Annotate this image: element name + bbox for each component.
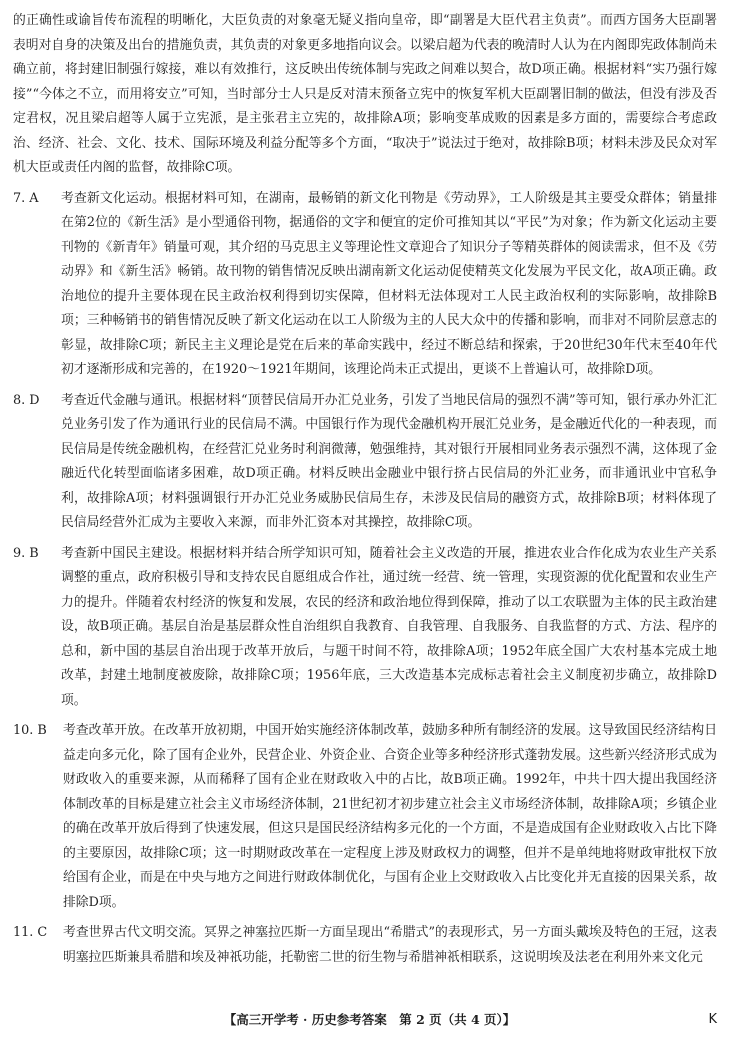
answer-number: 11. C bbox=[13, 925, 48, 940]
footer-code: K bbox=[708, 1012, 717, 1027]
answer-item-8 bbox=[13, 389, 717, 536]
answer-item-7 bbox=[13, 187, 717, 383]
answer-item-10 bbox=[13, 719, 717, 915]
intro-paragraph: 的正确性或谕旨传布流程的明晰化，大臣负责的对象毫无疑义指向皇帝，即“副署是大臣代君主负责”。而西方国务大臣副署表明对自身的决策及出台的措施负责，其负责的对象更多地指向议会。以梁启超为代表的晚清时人认为在内阁即宪政体制尚未确立前，将封建旧制强行嫁接，难以有效推行，这反映出传统体制与宪政之间难以契合，故D项正确。根据材料“实乃强行嫁接”“今体之不立，而用将安立”可知，当时部分士人只是反对清末预备立宪中的恢复军机大臣副署旧制的做法，但没有涉及否定君权，况且梁启超等人属于立宪派，是主张君主立宪的，故排除A项；影响变革成败的因素是多方面的，需要综合考虑政治、经济、社会、文化、技术、国际环境及利益分配等多个方面，“取决于”说法过于绝对，故排除B项；材料未涉及民众对军机大臣或责任内阁的监督，故排除C项。 bbox=[13, 13, 717, 175]
answer-number: 8. D bbox=[13, 392, 40, 408]
answer-text: 考查近代金融与通讯。根据材料“顶替民信局开办汇兑业务，引发了当地民信局的强烈不满”等可知，银行承办外汇汇兑业务引发了作为通讯行业的民信局不满。中国银行作为现代金融机构开展汇兑业务，是金融近代化的一种表现，而民信局是传统金融机构，在经营汇兑业务时利润微薄，勉强维持，其对银行开展相同业务表示强烈不满，这体现了金融近代化转型面临诸多困难，故D项正确。材料反映出金融业中银行挤占民信局的外汇业务，而非通讯业中官私争利，故排除A项；材料强调银行开办汇兑业务威胁民信局生存，未涉及民信局的融资方式，故排除B项；材料体现了民信局经营外汇成为主要收入来源，而非外汇资本对其操控，故排除C项。 bbox=[61, 392, 717, 530]
footer-title: 【高三开学考 · 历史参考答案 第 2 页（共 4 页）】 bbox=[223, 1012, 516, 1027]
answer-item-9 bbox=[13, 542, 717, 714]
answer-item-11 bbox=[13, 921, 717, 970]
answer-text: 考查新中国民主建设。根据材料并结合所学知识可知，随着社会主义改造的开展，推进农业合作化成为农业生产关系调整的重点，政府积极引导和支持农民自愿组成合作社，通过统一经营、统一管理，实现资源的优化配置和农业生产力的提升。伴随着农村经济的恢复和发展，农民的经济和政治地位得到保障，推动了以工农联盟为主体的民主政治建设，故B项正确。基层自治是基层群众性自治组织自我教育、自我管理、自我服务、自我监督的方式、方法、程序的总和，新中国的基层自治出现于改革开放后，与题干时间不符，故排除A项；1952年底全国广大农村基本完成土地改革，封建土地制度被废除，故排除C项；1956年底，三大改造基本完成标志着社会主义制度初步确立，故排除D项。 bbox=[61, 545, 717, 708]
page-footer bbox=[0, 1010, 739, 1030]
answer-number: 10. B bbox=[13, 723, 47, 738]
answer-text: 考查改革开放。在改革开放初期，中国开始实施经济体制改革，鼓励多种所有制经济的发展。这导致国民经济结构日益走向多元化，除了国有企业外，民营企业、外资企业、合资企业等多种经济形式蓬勃发展。这些新兴经济形式成为财政收入的重要来源，从而稀释了国有企业在财政收入中的占比，故B项正确。1992年，中共十四大提出我国经济体制改革的目标是建立社会主义市场经济体制，21世纪初才初步建立社会主义市场经济体制，故排除A项；乡镇企业的确在改革开放后得到了快速发展，但这只是国民经济结构多元化的一个方面，不是造成国有企业财政收入占比下降的主要原因，故排除C项；这一时期财政改革在一定程度上涉及财政权力的调整，但并不是单纯地将财政审批权下放给国有企业，而是在中央与地方之间进行财政体制优化，与国有企业上交财政收入占比变化并无直接的因果关系，故排除D项。 bbox=[63, 723, 717, 910]
answer-number: 7. A bbox=[13, 190, 39, 206]
answer-number: 9. B bbox=[13, 545, 39, 561]
answer-text: 考查新文化运动。根据材料可知，在湖南，最畅销的新文化刊物是《劳动界》，工人阶级是其主要受众群体；销量排在第2位的《新生活》是小型通俗刊物，据通俗的文字和便宜的定价可推知其以“平民”为对象；作为新文化运动主要刊物的《新青年》销量可观，其介绍的马克思主义等理论性文章迎合了知识分子等精英群体的阅读需求，但不及《劳动界》和《新生活》畅销。故刊物的销售情况反映出湖南新文化运动促使精英文化发展为平民文化，故A项正确。政治地位的提升主要体现在民主政治权利得到切实保障，但材料无法体现对工人民主政治权利的实际影响，故排除B项；三种畅销书的销售情况反映了新文化运动在以工人阶级为主的人民大众中的传播和影响，而非对不同阶层意志的彰显，故排除C项；新民主主义理论是党在后来的革命实践中，经过不断总结和探索，于20世纪30年代末至40年代初才逐渐形成和完善的，在1920～1921年期间，该理论尚未正式提出，更谈不上普遍认可，故排除D项。 bbox=[61, 190, 717, 377]
answer-text: 考查世界古代文明交流。冥界之神塞拉匹斯一方面呈现出“希腊式”的表现形式，另一方面头戴埃及特色的王冠，这表明塞拉匹斯兼具希腊和埃及神祇功能，托勒密二世的衍生物与希腊神祇相联系，这说明埃及法老在利用外来文化元 bbox=[63, 925, 717, 965]
answer-content bbox=[13, 9, 717, 970]
